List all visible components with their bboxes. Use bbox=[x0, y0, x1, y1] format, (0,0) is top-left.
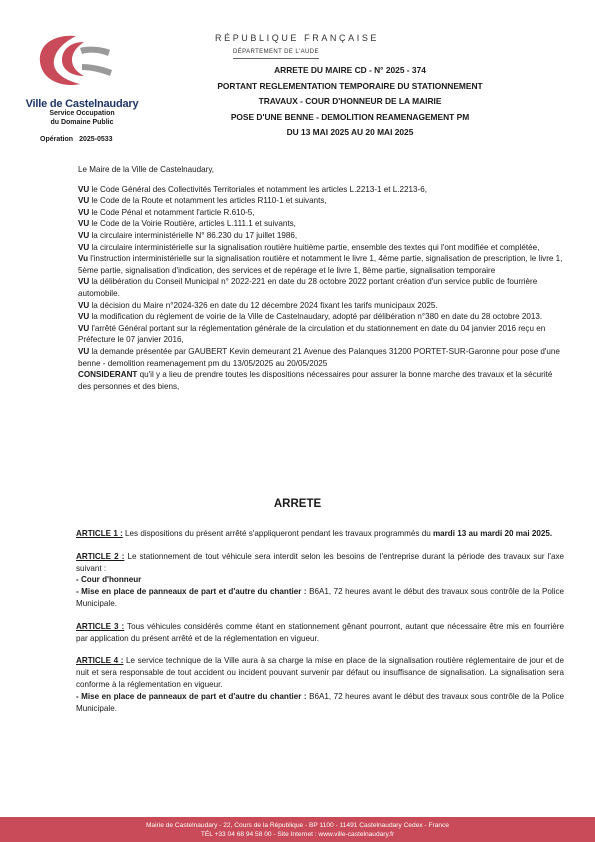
consideration: VU l'arrêté Général portant sur la réglementation générale de la circulation et du stationnement en date du 04 janvier 2016 reçu en Préfecture le 07 janvier 2016, bbox=[78, 323, 546, 345]
consideration: VU la circulaire interministérielle sur la signalisation routière huitième partie, ensemble des textes qui l'ont modifiée et complétée, bbox=[78, 242, 540, 252]
article-2-item: - Cour d'honneur bbox=[76, 575, 142, 585]
article-2-label: ARTICLE 2 : bbox=[76, 551, 125, 561]
consideration: VU la circulaire interministérielle N° 86.230 du 17 juillet 1986, bbox=[78, 230, 298, 240]
department-heading: DÉPARTEMENT DE L'AUDE bbox=[233, 49, 319, 55]
consideration: VU la décision du Maire n°2024-326 en date du 12 décembre 2024 fixant les tarifs municipaux 2025. bbox=[78, 300, 438, 310]
consideration: VU le Code Général des Collectivités Territoriales et notamment les articles L.2213-1 et L.2213-6, bbox=[78, 184, 427, 194]
castelnaudary-logo bbox=[24, 28, 120, 96]
article-2-item: - Mise en place de panneaux de part et d'autre du chantier : B6A1, 72 heures avant le début des travaux sous contrôle de la Police Municipale. bbox=[76, 587, 564, 608]
footer-phone-web: TÉL +33 04 68 94 58 00 - Site Internet : www.ville-castelnaudary.fr bbox=[200, 830, 395, 838]
service-line-2: du Domaine Public bbox=[50, 118, 114, 126]
operation-number bbox=[40, 136, 113, 143]
consideration: CONSIDERANT qu'il y a lieu de prendre toutes les dispositions nécessaires pour assurer la bonne marche des travaux et la sécurité des personnes et des biens, bbox=[78, 370, 553, 391]
article-1: ARTICLE 1 : Les dispositions du présent arrêté s'appliqueront pendant les travaux programmés du mardi 13 au mardi 20 mai 2025. bbox=[76, 529, 553, 538]
articles bbox=[76, 528, 564, 725]
service-line-1: Service Occupation bbox=[49, 110, 115, 117]
article-1-label: ARTICLE 1 : bbox=[76, 529, 123, 538]
title-line: TRAVAUX - COUR D'HONNEUR DE LA MAIRIE bbox=[258, 96, 442, 106]
article-4-label: ARTICLE 4 : bbox=[76, 656, 124, 666]
article-4-item: - Mise en place de panneaux de part et d'autre du chantier : B6A1, 72 heures avant le début des travaux sous contrôle de la Police Municipale. bbox=[76, 691, 564, 713]
republic-heading: RÉPUBLIQUE FRANÇAISE bbox=[215, 33, 380, 43]
operation-label: Opération bbox=[40, 136, 74, 143]
title-line: PORTANT REGLEMENTATION TEMPORAIRE DU STATIONNEMENT bbox=[217, 80, 483, 91]
arrete-heading: ARRETE bbox=[273, 498, 322, 510]
article-4: ARTICLE 4 : Le service technique de la Ville aura à sa charge la mise en place de la signalisation routière réglementaire de jour et de nuit et sera responsable de tout accident ou incident pouvant survenir par défaut ou insuffisance de signalisation. La signalisation sera conforme à la réglementation en vigueur. bbox=[76, 656, 564, 689]
article-3-label: ARTICLE 3 : bbox=[76, 621, 125, 631]
consideration: VU le Code de la Route et notamment les articles R110-1 et suivants, bbox=[78, 196, 327, 206]
title-line: POSE D'UNE BENNE - DEMOLITION REAMENAGEMENT PM bbox=[230, 111, 470, 122]
title-line: ARRETE DU MAIRE CD - N° 2025 - 374 bbox=[274, 65, 426, 75]
decree-titles bbox=[150, 63, 550, 141]
consideration: VU le Code Pénal et notamment l'article R.610-5, bbox=[78, 207, 255, 217]
footer-address: Mairie de Castelnaudary - 22, Cours de la République - BP 1100 - 11491 Castelnaudary Cedex - France bbox=[145, 822, 450, 829]
operation-value: 2025-0533 bbox=[79, 136, 113, 143]
article-2: ARTICLE 2 : Le stationnement de tout véhicule sera interdit selon les besoins de l'entreprise durant la période des travaux sur l'axe suivant : bbox=[76, 551, 565, 573]
consideration: VU la délibération du Conseil Municipal n° 2022-221 en date du 28 octobre 2022 portant création d'un service public de fourrière automobile. bbox=[78, 277, 538, 298]
article-3: ARTICLE 3 : Tous véhicules considérés comme étant en stationnement gênant pourront, autant que nécessaire être mis en fourrière par application du présent arrêté et de la réglementation en vigueur. bbox=[76, 621, 564, 643]
consideration: VU le Code de la Voirie Routière, articles L.111.1 et suivants, bbox=[78, 219, 296, 229]
consideration: Vu l'instruction interministérielle sur la signalisation routière et notamment le livre 1, 4ème partie, signalisation de prescription, le livre 1, 5ème partie, signalisation d'indication, des services et de repérage et le livre 1, 8ème partie, signalisation temporaire bbox=[78, 254, 563, 275]
consideration: VU la modification du règlement de voirie de la Ville de Castelnaudary, adopté par délibération n°380 en date du 28 octobre 2013. bbox=[78, 312, 543, 322]
consideration: VU la demande présentée par GAUBERT Kevin demeurant 21 Avenue des Palanques 31200 PORTET-SUR-Garonne pour pose d'une benne - demolition reamenagement pm du 13/05/2025 au 20/05/2025 bbox=[78, 346, 560, 368]
title-line: DU 13 MAI 2025 AU 20 MAI 2025 bbox=[286, 127, 414, 137]
footer-contact bbox=[0, 822, 595, 839]
preamble bbox=[78, 164, 566, 392]
logo-service-name bbox=[20, 110, 144, 127]
intro-line: Le Maire de la Ville de Castelnaudary, bbox=[78, 165, 215, 174]
logo-city-name: Ville de Castelnaudary bbox=[25, 98, 139, 110]
